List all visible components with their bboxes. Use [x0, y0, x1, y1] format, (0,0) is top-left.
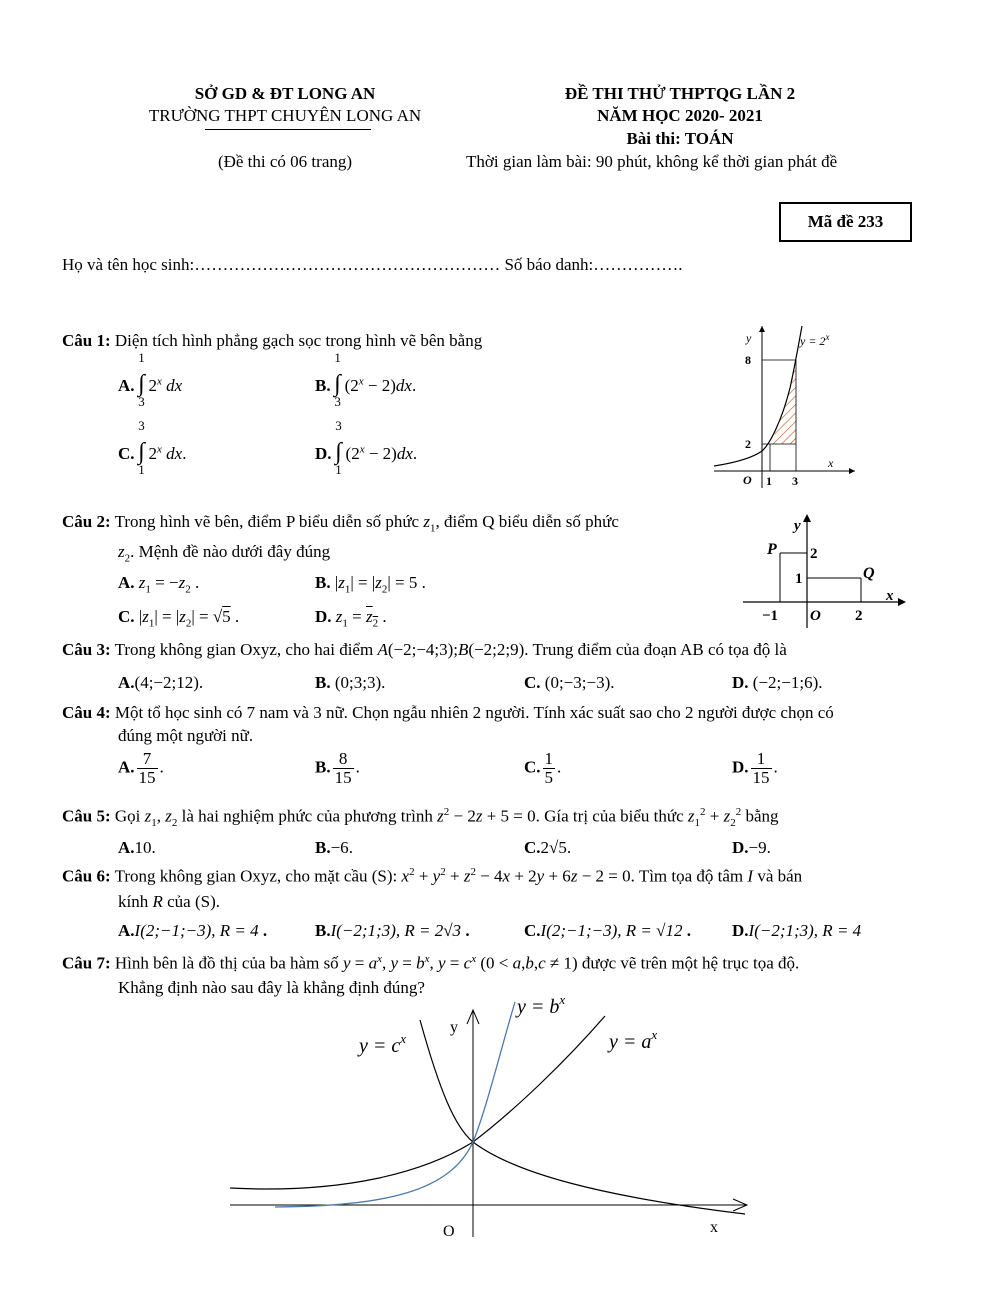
q4-b-fraction: [333, 750, 354, 787]
q1-a-label: A.: [118, 376, 135, 395]
q3-b-value: (0;3;3): [334, 673, 382, 692]
student-info-line: Họ và tên học sinh:……………………………………………… Số báo danh:…………….: [62, 255, 683, 274]
q6-text5: của (S).: [167, 892, 220, 911]
q4-b-den: 15: [334, 767, 352, 787]
exam-code: Mã đề 233: [807, 212, 884, 231]
q5-a-value: 10: [134, 838, 152, 857]
q4-a-fraction: [137, 750, 158, 787]
q4-b-label: B.: [315, 757, 331, 777]
q4-a-num: 7: [137, 750, 158, 769]
q5-c-label: C.: [524, 838, 541, 857]
q1-d-label: D.: [315, 444, 332, 463]
q1-tick-x1: 1: [766, 474, 772, 488]
q4-option-d: D. $\frac{1}{15}$ .: [732, 749, 778, 787]
q4-a-label: A.: [118, 757, 135, 777]
q7-graph: [225, 992, 755, 1242]
school-underline: [205, 129, 371, 130]
q3-text2: . Trung điểm của đoạn AB có tọa độ là: [524, 640, 787, 659]
q6-d-label: D.: [732, 921, 749, 940]
q3-d-value: (−2;−1;6): [752, 673, 819, 692]
q3-option-a: A.(4;−2;12).: [118, 673, 204, 692]
q5-option-c: C.2√5.: [524, 838, 572, 857]
q6-a-value: I(2;−1;−3), R = 4: [134, 921, 259, 940]
school-dept: SỞ GD & ĐT LONG AN: [194, 84, 376, 103]
integral-sign: 3 ∫ 1: [332, 440, 346, 464]
q1-option-c: C. 3 ∫ 1 2$^x$ dx.: [118, 418, 187, 477]
q5-b-value: −6: [330, 838, 349, 857]
q1-d-lower: 1: [335, 462, 342, 477]
q2-a-label: A.: [118, 573, 135, 592]
q5-a-label: A.: [118, 838, 135, 857]
q4-c-den: 5: [544, 767, 554, 787]
school-name: TRƯỜNG THPT CHUYÊN LONG AN: [148, 106, 422, 125]
q4-d-den: 15: [752, 767, 770, 787]
q4-b-num: 8: [333, 750, 354, 769]
subject: Bài thi: TOÁN: [626, 129, 734, 148]
question-5: Câu 5: Gọi $z_1$, $z_2$ là hai nghiệm phức của phương trình $z^2 - 2z + 5 = 0$. Gía trị của biểu thức $z_1^2 + z_2^2$ bằng: [62, 806, 779, 830]
q5-text4: bằng: [745, 806, 779, 826]
integral-sign: 1 ∫ 3: [135, 372, 149, 396]
question-7: Câu 7: Hình bên là đồ thị của ba hàm số $y = a^x$, $y = b^x$, $y = c^x$ (0 < a,b,c ≠ 1) được vẽ trên một hệ trục tọa độ.: [62, 953, 800, 973]
q7-curve-a: [230, 1016, 605, 1189]
q1-curve-label: $y = 2^x$: [800, 332, 830, 348]
q2-label: Câu 2:: [62, 512, 111, 531]
q2-x-arrow: [898, 598, 906, 606]
q2-tick-y2: 2: [810, 546, 818, 562]
q1-a-upper: 1: [138, 350, 145, 365]
q1-graph: [710, 320, 860, 490]
q1-x-arrow: [849, 468, 855, 474]
q4-d-num: 1: [751, 750, 772, 769]
q3-d-label: D.: [732, 673, 749, 692]
q5-label: Câu 5:: [62, 806, 111, 826]
q4-c-fraction: [543, 750, 556, 787]
q3-c-label: C.: [524, 673, 541, 692]
q7-text1: Hình bên là đồ thị của ba hàm số: [114, 953, 339, 973]
question-6: Câu 6: Trong không gian Oxyz, cho mặt cầu (S): $x^2 + y^2 + z^2 - 4x + 2y + 6z - 2 = 0$. Tìm tọa độ tâm I và bán: [62, 866, 803, 886]
q2-option-b: B. $|z_1| = |z_2| = 5$ .: [315, 573, 426, 596]
q7-origin: O: [443, 1223, 455, 1240]
q1-origin: O: [743, 473, 752, 487]
q1-y-arrow: [759, 326, 765, 332]
q3-a-value: (4;−2;12): [134, 673, 199, 692]
q2-tick-x2: 2: [855, 608, 863, 624]
q7-label-b: $y = b^x$: [517, 992, 566, 1018]
q7-line2: Khẳng định nào sau đây là khẳng định đúng?: [118, 978, 425, 997]
q5-text1: Gọi: [114, 806, 141, 826]
q1-c-lower: 1: [138, 462, 145, 477]
q3-option-c: C. (0;−3;−3).: [524, 673, 615, 692]
q3-option-d: D. (−2;−1;6).: [732, 673, 823, 692]
question-1: [62, 331, 482, 351]
q1-b-label: B.: [315, 376, 331, 395]
q2-y-arrow: [803, 514, 811, 522]
q3-label: Câu 3:: [62, 640, 111, 659]
q7-x-label: x: [710, 1219, 718, 1236]
q4-option-c: C. $\frac{1}{5}$ .: [524, 749, 562, 787]
q5-d-value: −9: [748, 838, 767, 857]
q2-y-label: y: [794, 518, 801, 534]
q6-option-a: A.I(2;−1;−3), R = 4 .: [118, 921, 268, 940]
q3-text1: Trong không gian Oxyz, cho hai điểm: [114, 640, 374, 659]
q6-a-label: A.: [118, 921, 135, 940]
q2-option-c: C. $|z_1| = |z_2| = √5$ .: [118, 607, 240, 630]
q4-d-label: D.: [732, 757, 749, 777]
q1-b-upper: 1: [334, 350, 341, 365]
q6-b-value: I(−2;1;3), R = 2√3: [330, 921, 462, 940]
q3-a-label: A.: [118, 673, 135, 692]
q5-c-value: 2√5: [540, 838, 567, 857]
q6-text3: và bán: [757, 866, 803, 886]
school-year: NĂM HỌC 2020- 2021: [597, 106, 763, 125]
q6-text2: . Tìm tọa độ tâm: [630, 866, 744, 886]
question-3: Câu 3: Trong không gian Oxyz, cho hai điểm A(−2;−4;3);B(−2;2;9). Trung điểm của đoạn AB có tọa độ là: [62, 640, 787, 659]
q4-text1: Một tổ học sinh có 7 nam và 3 nữ. Chọn ngẫu nhiên 2 người. Tính xác suất sao cho 2 người được chọn có: [114, 703, 834, 722]
q5-d-label: D.: [732, 838, 749, 857]
q7-text2: được vẽ trên một hệ trục tọa độ.: [581, 953, 800, 973]
q4-a-den: 15: [138, 767, 156, 787]
q2-d-label: D.: [315, 607, 332, 626]
q1-b-lower: 3: [334, 394, 341, 409]
q6-b-label: B.: [315, 921, 331, 940]
q2-graph: [740, 510, 910, 630]
q2-c-label: C.: [118, 607, 135, 626]
page-count: (Đề thi có 06 trang): [217, 152, 353, 171]
q7-label: Câu 7:: [62, 953, 111, 973]
q4-option-b: B. $\frac{8}{15}$ .: [315, 749, 360, 787]
q7-label-a: $y = a^x$: [609, 1027, 658, 1053]
q5-option-d: D.−9.: [732, 838, 771, 857]
q1-tick-y2: 2: [745, 437, 751, 451]
q5-b-label: B.: [315, 838, 331, 857]
q1-label: Câu 1:: [62, 331, 111, 350]
q2-line2: $z_2$. Mệnh đề nào dưới đây đúng: [118, 542, 331, 565]
exam-code-box: [779, 202, 912, 242]
q5-text2: là hai nghiệm phức của phương trình: [181, 806, 433, 826]
q2-point-p: P: [767, 541, 777, 558]
q7-label-c: $y = c^x$: [359, 1031, 407, 1057]
q4-c-label: C.: [524, 757, 541, 777]
q2-text2: , điểm Q biểu diễn số phức: [435, 512, 619, 531]
q1-a-lower: 3: [138, 394, 145, 409]
q1-d-upper: 3: [335, 418, 342, 433]
q2-x-label: x: [886, 588, 894, 604]
q2-text3: . Mệnh đề nào dưới đây đúng: [130, 542, 331, 561]
q6-option-b: B.I(−2;1;3), R = 2√3 .: [315, 921, 470, 940]
q1-text: Diện tích hình phẳng gạch sọc trong hình vẽ bên bằng: [114, 331, 483, 350]
q6-option-d: [732, 921, 861, 941]
q4-d-fraction: [751, 750, 772, 787]
q2-option-d: D. $z_1 = z_2$ .: [315, 607, 387, 630]
q6-text4: kính: [118, 892, 149, 911]
q2-b-label: B.: [315, 573, 331, 592]
q1-a-expr: 2: [148, 376, 158, 395]
q1-option-a: A. 1 ∫ 3 2$^x$ dx: [118, 350, 183, 409]
q1-option-b: B. 1 ∫ 3 $(2^x - 2)dx$.: [315, 350, 417, 409]
q3-option-b: B. (0;3;3).: [315, 673, 386, 692]
q2-origin: O: [810, 608, 821, 624]
q1-y-label: y: [746, 331, 752, 345]
q1-tick-y8: 8: [745, 353, 751, 367]
q3-b-label: B.: [315, 673, 331, 692]
question-2: Câu 2: Trong hình vẽ bên, điểm P biểu diễn số phức $z_1$, điểm Q biểu diễn số phức: [62, 512, 619, 535]
q7-curve-b: [275, 1002, 515, 1207]
q1-tick-x3: 3: [792, 474, 798, 488]
q2-text1: Trong hình vẽ bên, điểm P biểu diễn số phức: [114, 512, 420, 531]
q6-c-label: C.: [524, 921, 541, 940]
q5-text3: . Gía trị của biểu thức: [535, 806, 684, 826]
q1-c-upper: 3: [138, 418, 145, 433]
q4-label: Câu 4:: [62, 703, 111, 722]
q4-c-num: 1: [544, 749, 554, 768]
q1-c-label: C.: [118, 444, 135, 463]
q5-option-a: A.10.: [118, 838, 156, 857]
q4-line2: đúng một người nữ.: [118, 726, 254, 745]
q6-c-value: I(2;−1;−3), R = √12: [540, 921, 683, 940]
q2-tick-y1: 1: [795, 571, 803, 587]
question-4: [62, 703, 834, 723]
q4-option-a: A. $\frac{7}{15}$ .: [118, 749, 164, 787]
q5-option-b: B.−6.: [315, 838, 353, 857]
q6-label: Câu 6:: [62, 866, 111, 886]
q3-c-value: (0;−3;−3): [544, 673, 611, 692]
exam-duration: Thời gian làm bài: 90 phút, không kể thời gian phát đề: [466, 152, 838, 171]
q2-option-a: A. $z_1 = -z_2$ .: [118, 573, 200, 596]
q1-hatched-region: [770, 360, 796, 444]
q1-option-d: D. 3 ∫ 1 $(2^x - 2)dx$.: [315, 418, 418, 477]
integral-sign: 1 ∫ 3: [331, 372, 345, 396]
q2-point-q: Q: [863, 565, 875, 582]
q2-tick-xm1: −1: [762, 608, 779, 624]
q6-option-c: C.I(2;−1;−3), R = √12 .: [524, 921, 691, 940]
q6-d-value: I(−2;1;3), R = 4: [748, 921, 862, 940]
q7-y-label: y: [450, 1019, 458, 1036]
exam-title: ĐỀ THI THỬ THPTQG LẦN 2: [564, 84, 796, 103]
integral-sign: 3 ∫ 1: [135, 440, 149, 464]
q6-text1: Trong không gian Oxyz, cho mặt cầu (S):: [114, 866, 398, 886]
q6-line2: kính R của (S).: [118, 892, 220, 911]
q7-curve-c: [420, 1020, 745, 1214]
q1-x-label: x: [828, 456, 834, 470]
